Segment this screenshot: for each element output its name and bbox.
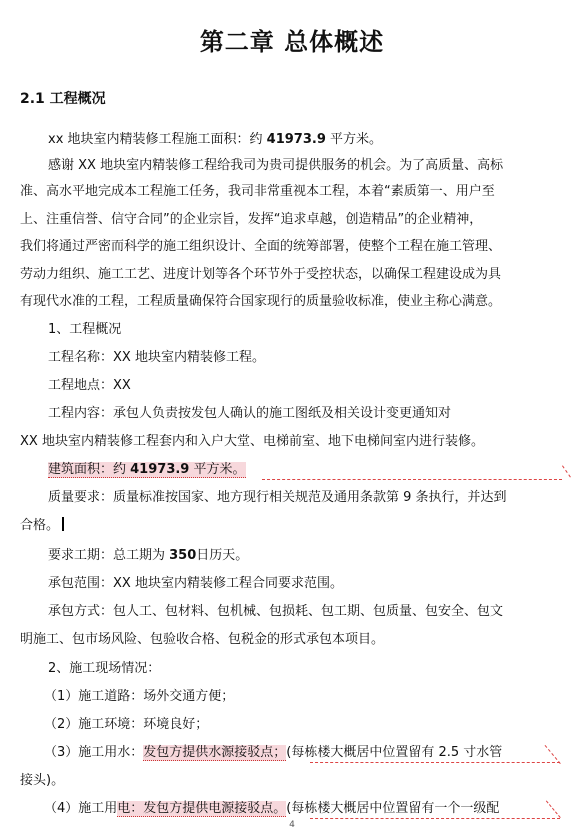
paragraph-line: 工程内容：承包人负责按发包人确认的施工图纸及相关设计变更通知对	[48, 406, 452, 421]
paragraph-line: （1）施工道路：场外交通方便；	[44, 689, 235, 704]
tracked-change-text: 发包方提供水源接驳点；	[143, 745, 287, 760]
revision-connector	[310, 762, 560, 763]
section-heading: 2.1 工程概况	[20, 91, 106, 107]
text-cursor	[62, 517, 64, 531]
revision-connector	[562, 465, 571, 477]
paragraph-line: 明施工、包市场风险、包验收合格、包税金的形式承包本项目。	[20, 632, 385, 647]
chapter-title: 第二章 总体概述	[199, 27, 385, 56]
paragraph-line: 工程名称：XX 地块室内精装修工程。	[48, 350, 265, 365]
text-run: xx 地块室内精装修工程施工面积：约	[48, 132, 267, 147]
paragraph-line: XX 地块室内精装修工程套内和入户大堂、电梯前室、地下电梯间室内进行装修。	[20, 434, 484, 449]
paragraph-line: 我们将通过严密而科学的施工组织设计、全面的统筹部署，使整个工程在施工管理、	[20, 239, 502, 254]
tracked-change-line: （3）施工用水：发包方提供水源接驳点；(每栋楼大概居中位置留有 2.5 寸水管	[44, 745, 503, 760]
paragraph-line: 承包范围：XX 地块室内精装修工程合同要求范围。	[48, 576, 343, 591]
revision-connector	[546, 801, 561, 818]
paragraph-line: 工程地点：XX	[48, 378, 131, 393]
paragraph-line	[48, 131, 382, 149]
tracked-change-text: 建筑面积：约 41973.9 平方米。	[48, 462, 246, 477]
paragraph-line: （2）施工环境：环境良好；	[44, 717, 209, 732]
paragraph-line: 质量要求：质量标准按国家、地方现行相关规范及通用条款第 9 条执行，并达到	[48, 490, 507, 505]
tracked-change-text: 电：发包方提供电源接驳点。	[117, 801, 287, 816]
subheading-line: 1、工程概况	[48, 322, 122, 337]
text-run: 平方米。	[325, 132, 383, 147]
paragraph-line: 合格。	[20, 517, 64, 535]
revision-connector	[310, 818, 560, 819]
paragraph-line: 准、高水平地完成本工程施工任务，我司非常重视本工程，本着“素质第一、用户至	[20, 184, 495, 199]
tracked-change-line	[48, 461, 246, 479]
tracked-change-line: （4）施工用电：发包方提供电源接驳点。(每栋楼大概居中位置留有一个一级配	[44, 801, 500, 816]
revision-connector	[262, 479, 562, 480]
paragraph-line: 接头)。	[20, 773, 65, 788]
paragraph-line: 有现代水准的工程，工程质量确保符合国家现行的质量验收标准，使业主称心满意。	[20, 294, 502, 309]
paragraph-line: 要求工期：总工期为 350日历天。	[48, 548, 249, 563]
paragraph-line: 承包方式：包人工、包材料、包机械、包损耗、包工期、包质量、包安全、包文	[48, 604, 504, 619]
paragraph-line: 劳动力组织、施工工艺、进度计划等各个环节外于受控状态，以确保工程建设成为具	[20, 267, 502, 282]
page-number: 4	[289, 820, 295, 830]
subheading-line: 2、施工现场情况：	[48, 661, 161, 676]
paragraph-line: 感谢 XX 地块室内精装修工程给我司为贵司提供服务的机会。为了高质量、高标	[48, 158, 504, 173]
paragraph-line: 上、注重信誉、信守合同”的企业宗旨，发挥“追求卓越，创造精品”的企业精神，	[20, 212, 483, 227]
area-number: 41973.9	[266, 132, 326, 147]
